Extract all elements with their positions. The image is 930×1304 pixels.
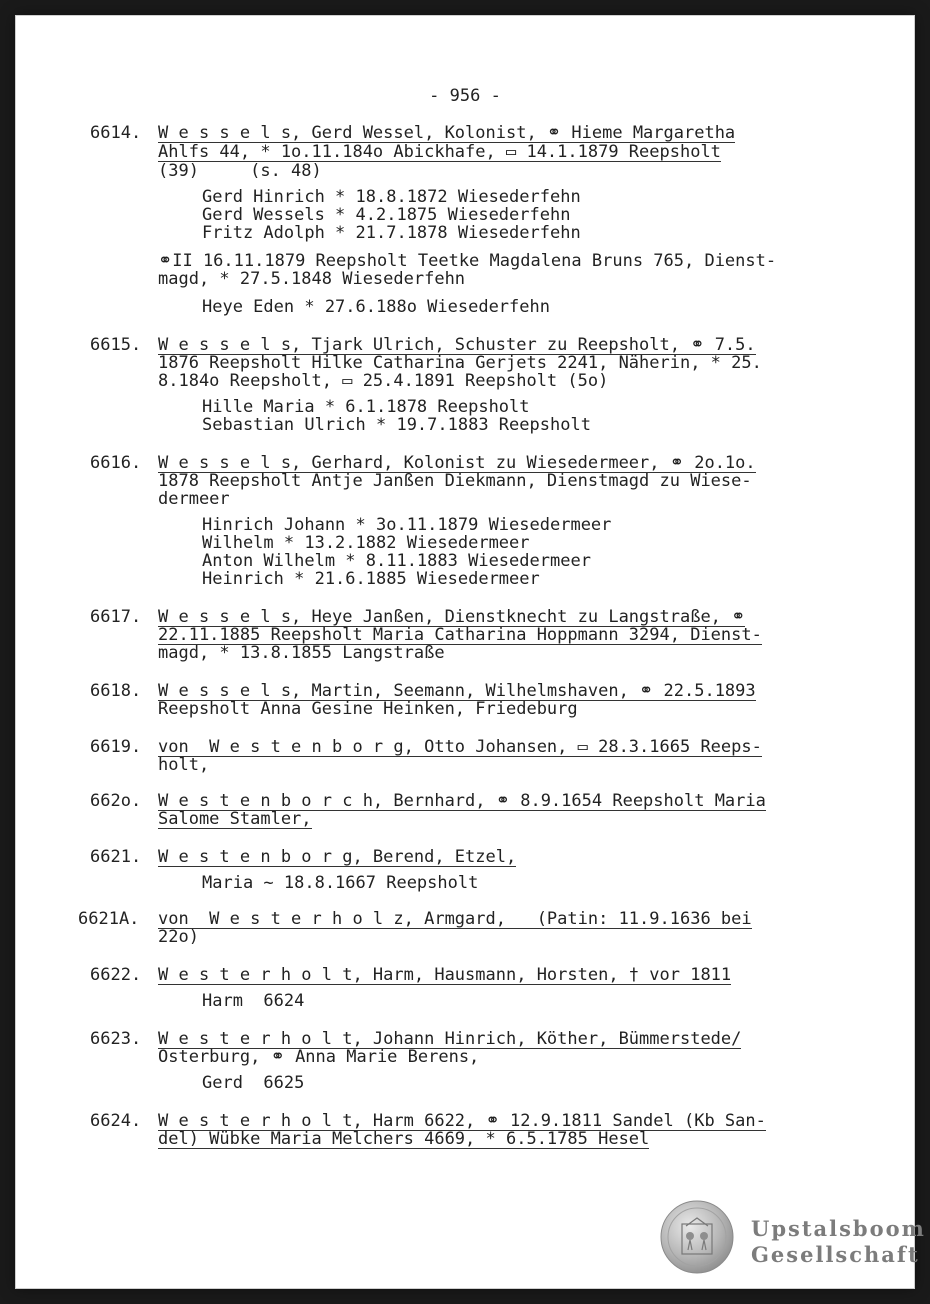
- child-line: Gerd Hinrich * 18.8.1872 Wiesederfehn: [202, 187, 581, 207]
- entry-line: W e s t e r h o l t, Johann Hinrich, Köther, Bümmerstede/: [158, 1029, 742, 1049]
- entry-line: W e s t e r h o l t, Harm 6622, ⚭ 12.9.1811 Sandel (Kb San-: [158, 1111, 766, 1131]
- child-line: Sebastian Ulrich * 19.7.1883 Reepsholt: [202, 415, 591, 435]
- entry-line: Osterburg, ⚭ Anna Marie Berens,: [158, 1047, 480, 1067]
- entry-line: Salome Stamler,: [158, 809, 312, 829]
- child-line: Gerd 6625: [202, 1073, 305, 1093]
- entry-line: 1876 Reepsholt Hilke Catharina Gerjets 2241, Näherin, * 25.: [158, 353, 762, 373]
- logo-line-2: Gesellschaft: [751, 1242, 920, 1267]
- entry-number: 6618.: [90, 681, 142, 701]
- entry-number: 6624.: [90, 1111, 142, 1131]
- entry-line: W e s t e n b o r g, Berend, Etzel,: [158, 847, 517, 867]
- entry-line: 22.11.1885 Reepsholt Maria Catharina Hoppmann 3294, Dienst-: [158, 625, 762, 645]
- entry-line: holt,: [158, 755, 210, 775]
- entry-line: W e s s e l s, Gerd Wessel, Kolonist, ⚭ Hieme Margaretha: [158, 123, 736, 143]
- document-body: [16, 16, 926, 1288]
- entry-number: 6616.: [90, 453, 142, 473]
- entry-number: 6623.: [90, 1029, 142, 1049]
- entry-number: 6622.: [90, 965, 142, 985]
- entry-line: Ahlfs 44, * 1o.11.184o Abickhafe, ▭ 14.1.1879 Reepsholt: [158, 142, 721, 162]
- entry-number: 6614.: [90, 123, 142, 143]
- child-line: Anton Wilhelm * 8.11.1883 Wiesedermeer: [202, 551, 591, 571]
- logo-line-1: Upstalsboom: [751, 1216, 926, 1241]
- entry-number: 6619.: [90, 737, 142, 757]
- entry-line: W e s s e l s, Gerhard, Kolonist zu Wiesedermeer, ⚭ 2o.1o.: [158, 453, 756, 473]
- entry-line: dermeer: [158, 489, 230, 509]
- entry-line: W e s t e n b o r c h, Bernhard, ⚭ 8.9.1654 Reepsholt Maria: [158, 791, 766, 811]
- entry-number: 6621A.: [78, 909, 140, 929]
- document-page: [16, 16, 926, 1288]
- entry-line: von W e s t e n b o r g, Otto Johansen, ▭ 28.3.1665 Reeps-: [158, 737, 762, 757]
- child-line: Hinrich Johann * 3o.11.1879 Wiesedermeer: [202, 515, 612, 535]
- entry-line: 1878 Reepsholt Antje Janßen Diekmann, Dienstmagd zu Wiese-: [158, 471, 752, 491]
- child-line: Heye Eden * 27.6.188o Wiesederfehn: [202, 297, 550, 317]
- entry-line: W e s s e l s, Martin, Seemann, Wilhelmshaven, ⚭ 22.5.1893: [158, 681, 756, 701]
- entry-line: von W e s t e r h o l z, Armgard, (Patin: 11.9.1636 bei: [158, 909, 752, 929]
- child-line: Gerd Wessels * 4.2.1875 Wiesederfehn: [202, 205, 571, 225]
- child-line: Wilhelm * 13.2.1882 Wiesedermeer: [202, 533, 530, 553]
- entry-line: 22o): [158, 927, 199, 947]
- entry-line: del) Wübke Maria Melchers 4669, * 6.5.1785 Hesel: [158, 1129, 650, 1149]
- entry-line: W e s s e l s, Heye Janßen, Dienstknecht zu Langstraße, ⚭: [158, 607, 746, 627]
- seal-logo-icon: [660, 1200, 734, 1274]
- child-line: Fritz Adolph * 21.7.1878 Wiesederfehn: [202, 223, 581, 243]
- entry-line: (39) (s. 48): [158, 161, 322, 181]
- child-line: Maria ~ 18.8.1667 Reepsholt: [202, 873, 479, 893]
- child-line: Hille Maria * 6.1.1878 Reepsholt: [202, 397, 530, 417]
- entry-line: 8.184o Reepsholt, ▭ 25.4.1891 Reepsholt (5o): [158, 371, 609, 391]
- entry-number: 6621.: [90, 847, 142, 867]
- child-line: Heinrich * 21.6.1885 Wiesedermeer: [202, 569, 540, 589]
- entry-line: W e s s e l s, Tjark Ulrich, Schuster zu Reepsholt, ⚭ 7.5.: [158, 335, 756, 355]
- child-line: Harm 6624: [202, 991, 305, 1011]
- entry-line: Reepsholt Anna Gesine Heinken, Friedeburg: [158, 699, 578, 719]
- entry-line: magd, * 13.8.1855 Langstraße: [158, 643, 445, 663]
- entry-number: 6617.: [90, 607, 142, 627]
- entry-number: 662o.: [90, 791, 142, 811]
- marriage-line: ⚭II 16.11.1879 Reepsholt Teetke Magdalena Bruns 765, Dienst-: [158, 251, 777, 271]
- entry-line: W e s t e r h o l t, Harm, Hausmann, Horsten, † vor 1811: [158, 965, 732, 985]
- page-number: - 956 -: [429, 86, 501, 106]
- entry-number: 6615.: [90, 335, 142, 355]
- marriage-line: magd, * 27.5.1848 Wiesederfehn: [158, 269, 466, 289]
